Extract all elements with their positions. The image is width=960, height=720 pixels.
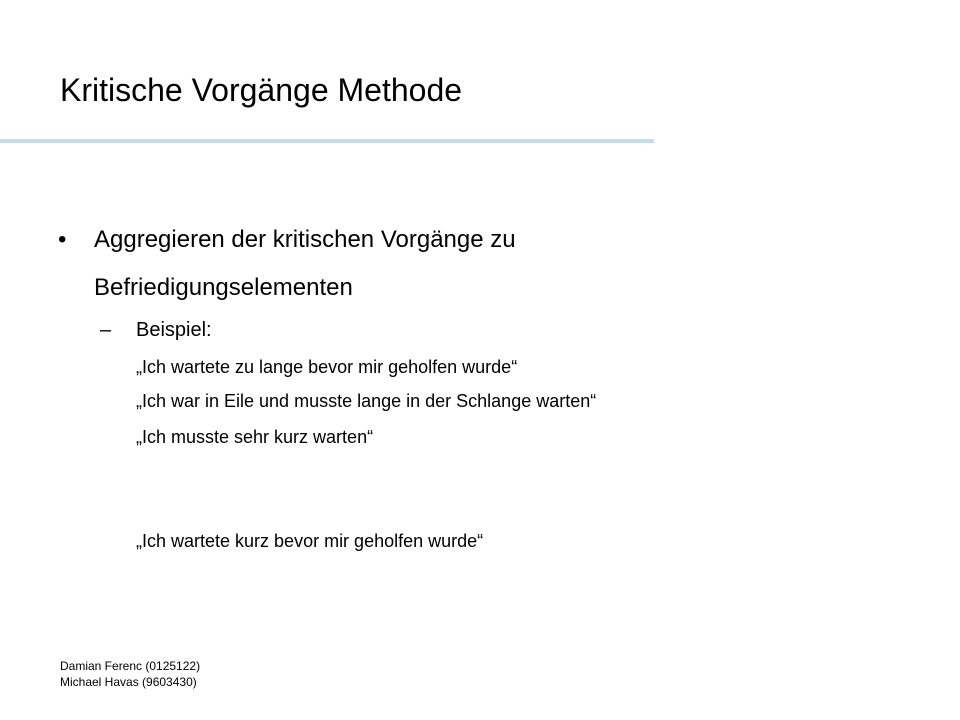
example-quote-1: „Ich wartete zu lange bevor mir geholfen wurde“ xyxy=(136,357,518,377)
footer-author-2: Michael Havas (9603430) xyxy=(60,675,197,689)
bullet-item xyxy=(58,216,698,312)
example-quote-4: „Ich wartete kurz bevor mir geholfen wurde“ xyxy=(136,531,484,551)
title-divider xyxy=(0,139,654,143)
sub-bullet-item xyxy=(100,312,212,348)
example-quote-2: „Ich war in Eile und musste lange in der Schlange warten“ xyxy=(136,391,597,411)
example-quote-3: „Ich musste sehr kurz warten“ xyxy=(136,427,374,447)
sub-bullet-text: Beispiel: xyxy=(136,319,212,341)
bullet-marker: • xyxy=(58,226,67,253)
slide-title: Kritische Vorgänge Methode xyxy=(60,72,463,108)
footer-author-1: Damian Ferenc (0125122) xyxy=(60,659,201,673)
bullet-text: Aggregieren der kritischen Vorgänge zu Befriedigungselementen xyxy=(94,226,516,301)
sub-bullet-marker: – xyxy=(100,319,112,341)
footer-authors xyxy=(60,658,200,690)
